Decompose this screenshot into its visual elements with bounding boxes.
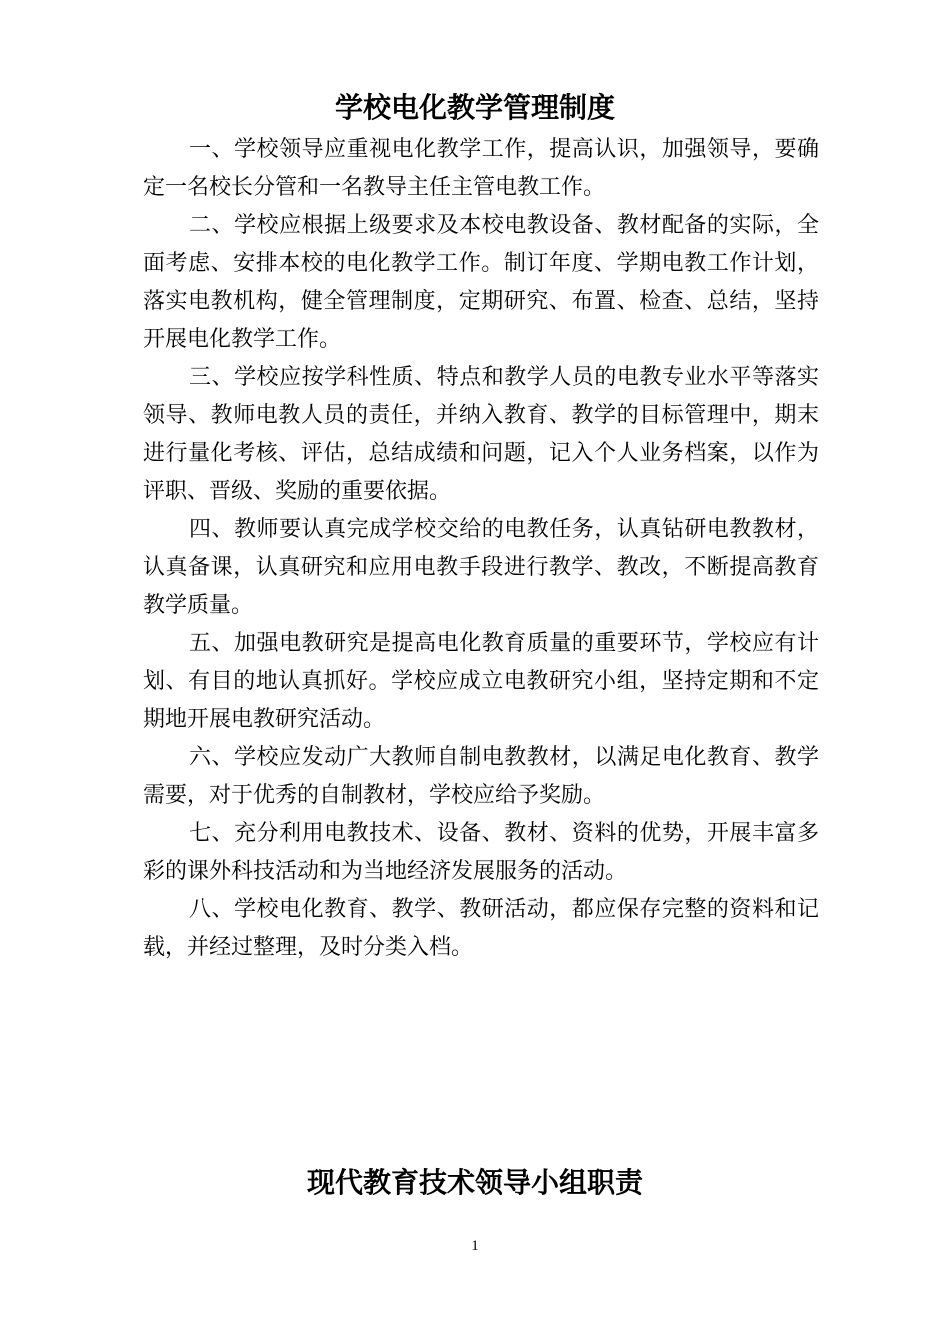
paragraph-2: 二、学校应根据上级要求及本校电教设备、教材配备的实际，全面考虑、安排本校的电化教学工作。制订年度、学期电教工作计划，落实电教机构，健全管理制度，定期研究、布置、检查、总结，坚持开展电化教学工作。 (143, 213, 819, 352)
paragraph-3: 三、学校应按学科性质、特点和教学人员的电教专业水平等落实领导、教师电教人员的责任，并纳入教育、教学的目标管理中，期末进行量化考核、评估，总结成绩和问题，记入个人业务档案，以作为评职、晋级、奖励的重要依据。 (143, 365, 819, 504)
paragraph-1: 一、学校领导应重视电化教学工作，提高认识，加强领导，要确定一名校长分管和一名教导主任主管电教工作。 (143, 137, 819, 200)
paragraph-8: 八、学校电化教育、教学、教研活动，都应保存完整的资料和记载，并经过整理，及时分类入档。 (143, 897, 819, 960)
paragraph-6: 六、学校应发动广大教师自制电教教材，以满足电化教育、教学需要，对于优秀的自制教材，学校应给予奖励。 (143, 745, 819, 808)
paragraph-7: 七、充分利用电教技术、设备、教材、资料的优势，开展丰富多彩的课外科技活动和为当地经济发展服务的活动。 (143, 821, 819, 884)
document-body (143, 131, 819, 967)
document-title: 学校电化教学管理制度 (334, 91, 615, 124)
paragraph-4: 四、教师要认真完成学校交给的电教任务，认真钻研电教教材，认真备课，认真研究和应用电教手段进行教学、教改，不断提高教育教学质量。 (143, 517, 819, 618)
page-number: 1 (471, 1238, 479, 1254)
section-title: 现代教育技术领导小组职责 (306, 1166, 643, 1199)
paragraph-5: 五、加强电教研究是提高电化教育质量的重要环节，学校应有计划、有目的地认真抓好。学校应成立电教研究小组，坚持定期和不定期地开展电教研究活动。 (143, 631, 819, 732)
